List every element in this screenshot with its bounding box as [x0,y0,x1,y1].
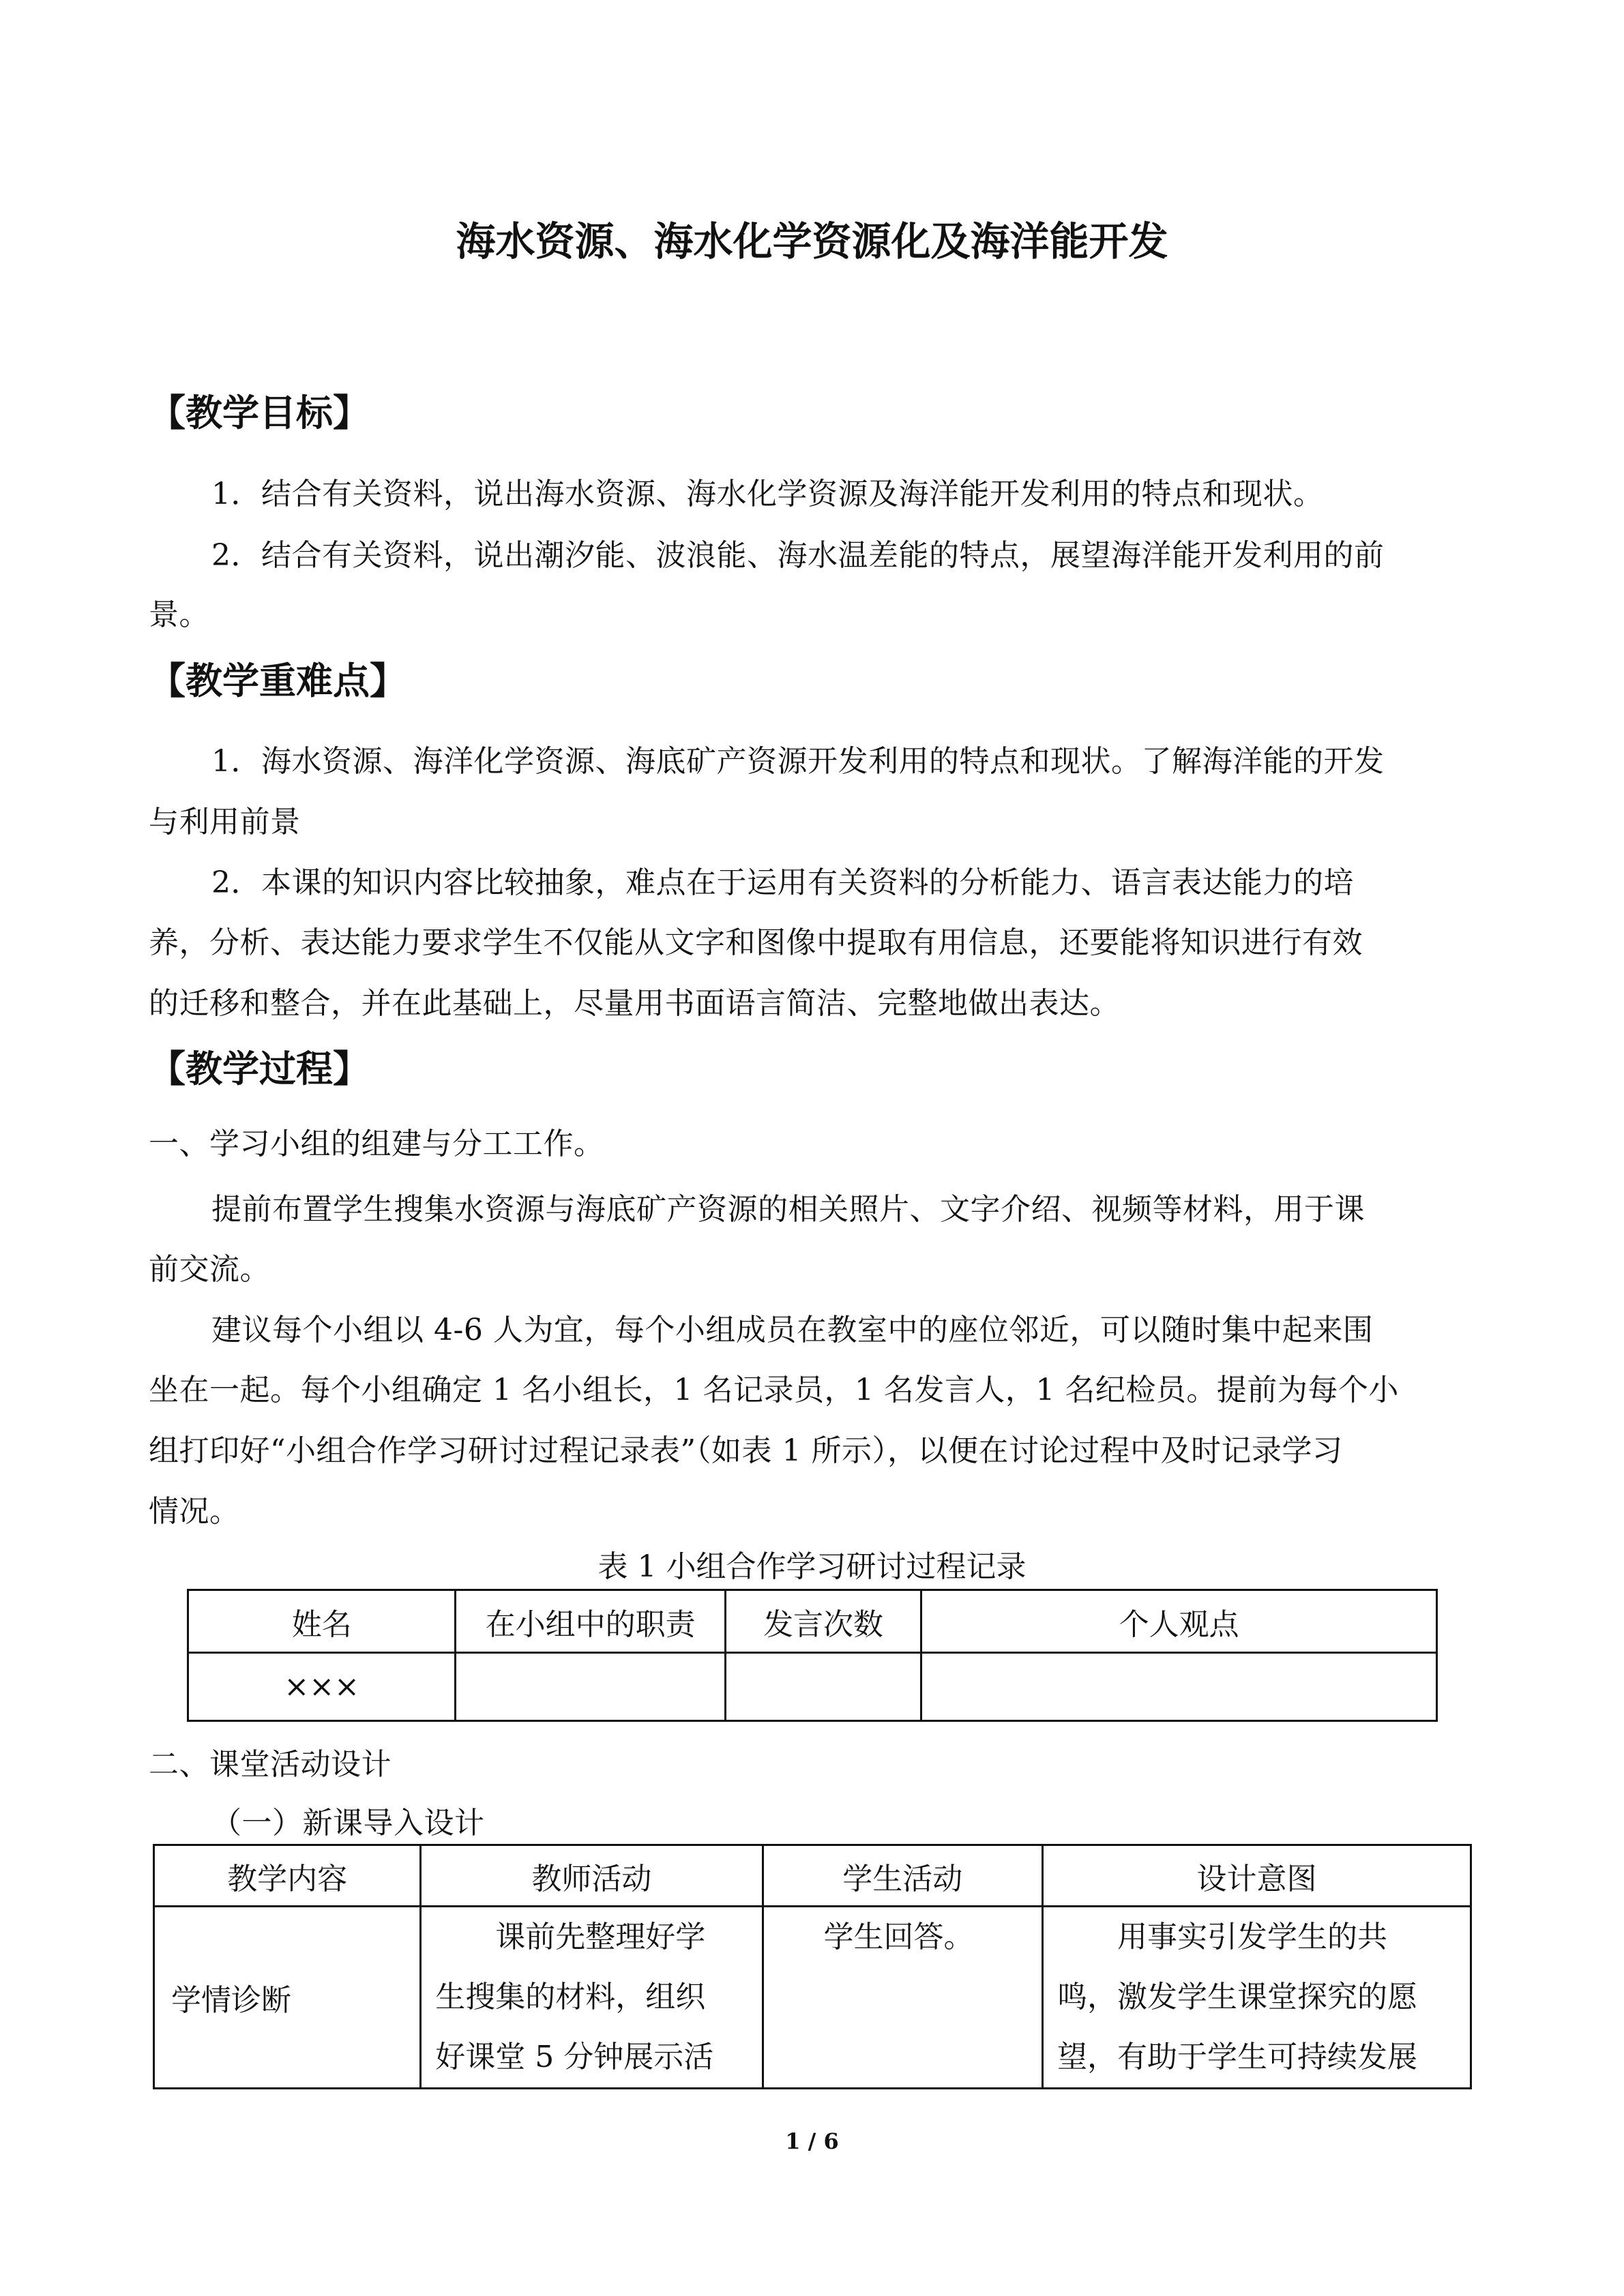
key-item-2-line2: 养，分析、表达能力要求学生不仅能从文字和图像中提取有用信息，还要能将知识进行有效 [149,925,1363,960]
record-table-row [188,1653,1437,1721]
key-item-1-line1: 1．海水资源、海洋化学资源、海底矿产资源开发利用的特点和现状。了解海洋能的开发 [211,744,1385,779]
process-item-1: 一、学习小组的组建与分工工作。 [149,1127,604,1161]
record-table [187,1589,1438,1722]
intent-line: 望，有助于学生可持续发展 [1057,2040,1418,2074]
table1-caption: 表 1 小组合作学习研讨过程记录 [597,1549,1027,1584]
goal-item-2-line2: 景。 [149,597,209,632]
lesson-cell-intent [1043,1907,1471,2089]
key-points-heading: 【教学重难点】 [149,659,407,702]
teacher-activity-line: 好课堂 5 分钟展示活 [435,2040,714,2074]
process-para-3-line4: 情况。 [149,1494,240,1529]
lesson-cell-student [763,1907,1042,2089]
lesson-table-row [154,1907,1471,2089]
record-table-cell [725,1653,921,1721]
activity-subheading: （一）新课导入设计 [211,1806,485,1840]
student-activity-text: 学生回答。 [823,1920,974,1954]
record-table-cell-name: ××× [188,1653,456,1721]
goal-item-1: 1．结合有关资料，说出海水资源、海水化学资源及海洋能开发利用的特点和现状。 [211,477,1324,511]
process-para-2-line2: 前交流。 [149,1252,270,1287]
process-para-3-line3: 组打印好“小组合作学习研讨过程记录表”（如表 1 所示），以便在讨论过程中及时记录学习 [149,1433,1343,1468]
page-number: 1 / 6 [785,2128,839,2154]
lesson-table-header: 教学内容 [154,1845,421,1907]
process-heading: 【教学过程】 [149,1047,370,1090]
key-item-2-line1: 2．本课的知识内容比较抽象，难点在于运用有关资料的分析能力、语言表达能力的培 [211,865,1354,900]
goal-item-2-line1: 2．结合有关资料，说出潮汐能、波浪能、海水温差能的特点，展望海洋能开发利用的前 [211,538,1385,573]
record-table-cell [456,1653,725,1721]
intent-line: 用事实引发学生的共 [1117,1920,1388,1954]
teacher-activity-line: 课前先整理好学 [495,1920,706,1954]
lesson-cell-teacher [421,1907,763,2089]
process-para-2-line1: 提前布置学生搜集水资源与海底矿产资源的相关照片、文字介绍、视频等材料，用于课 [211,1192,1365,1227]
record-table-cell [921,1653,1437,1721]
lesson-table-header: 学生活动 [763,1845,1042,1907]
process-para-3-line1: 建议每个小组以 4-6 人为宜，每个小组成员在教室中的座位邻近，可以随时集中起来围 [211,1313,1374,1347]
lesson-table-header: 教师活动 [421,1845,763,1907]
record-table-header-row [188,1590,1437,1653]
lesson-cell-content: 学情诊断 [154,1907,421,2089]
record-table-header: 发言次数 [725,1590,921,1653]
intent-line: 鸣，激发学生课堂探究的愿 [1057,1980,1418,2014]
activity-heading: 二、课堂活动设计 [149,1747,392,1782]
process-para-3-line2: 坐在一起。每个小组确定 1 名小组长，1 名记录员，1 名发言人，1 名纪检员。提前为每个小 [149,1373,1399,1407]
teacher-activity-line: 生搜集的材料，组织 [435,1980,706,2014]
goals-heading: 【教学目标】 [149,391,370,434]
lesson-table-header: 设计意图 [1043,1845,1471,1907]
key-item-2-line3: 的迁移和整合，并在此基础上，尽量用书面语言简洁、完整地做出表达。 [149,986,1120,1021]
document-title: 海水资源、海水化学资源化及海洋能开发 [456,218,1168,265]
key-item-1-line2: 与利用前景 [149,805,301,839]
record-table-header: 在小组中的职责 [456,1590,725,1653]
record-table-header: 姓名 [188,1590,456,1653]
record-table-header: 个人观点 [921,1590,1437,1653]
lesson-design-table [153,1844,1472,2089]
lesson-table-header-row [154,1845,1471,1907]
